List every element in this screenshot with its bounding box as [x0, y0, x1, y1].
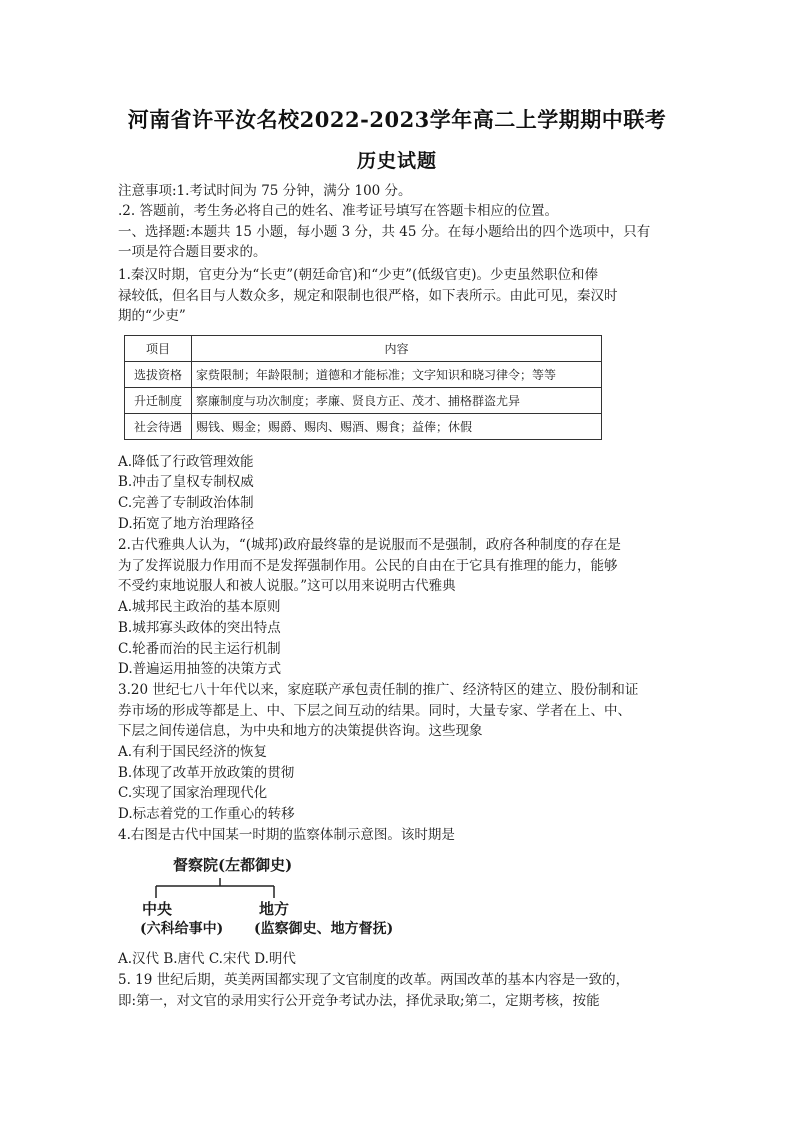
question-text: 5. 19 世纪后期，英美两国都实现了文官制度的改革。两国改革的基本内容是一致的， — [118, 972, 630, 988]
option: A.城邦民主政治的基本原则 — [118, 599, 281, 615]
officials-table — [124, 335, 602, 440]
diagram-central-sub: (六科给事中) — [140, 921, 224, 937]
option: D.标志着党的工作重心的转移 — [118, 806, 295, 822]
option: D.拓宽了地方治理路径 — [118, 516, 255, 532]
question-text: 即:第一，对文官的录用实行公开竞争考试办法，择优录取;第二，定期考核，按能 — [118, 993, 600, 1009]
option: C.完善了专制政治体制 — [118, 495, 254, 511]
diagram-top-node: 督察院(左都御史) — [173, 856, 293, 874]
question-text: 券市场的形成等都是上、中、下层之间互动的结果。同时，大量专家、学者在上、中、 — [118, 703, 631, 719]
diagram-local-node: 地方 — [259, 900, 290, 918]
question-text: 禄较低，但名目与人数众多，规定和限制也很严格，如下表所示。由此可见，秦汉时 — [118, 288, 618, 304]
option: B.体现了改革开放政策的贯彻 — [118, 765, 295, 781]
table-header: 内容 — [192, 336, 602, 362]
exam-title: 河南省许平汝名校2022-2023学年高二上学期期中联考 — [127, 107, 667, 132]
question-text: 4.右图是古代中国某一时期的监察体制示意图。该时期是 — [118, 827, 455, 843]
section-heading: 一、选择题:本题共 15 小题，每小题 3 分，共 45 分。在每小题给出的四个选项中，只有 — [118, 224, 651, 240]
table-header: 项目 — [125, 336, 192, 362]
option: A.降低了行政管理效能 — [118, 454, 254, 470]
notice-line: 注意事项:1.考试时间为 75 分钟，满分 100 分。 — [118, 183, 412, 199]
question-text: 下层之间传递信息，为中央和地方的决策提供咨询。这些现象 — [118, 723, 483, 739]
table-cell: 选拔资格 — [125, 362, 192, 388]
option: B.城邦寡头政体的突出特点 — [118, 620, 281, 636]
question-text: 3.20 世纪七八十年代以来，家庭联产承包责任制的推广、经济特区的建立、股份制和证 — [118, 682, 639, 698]
section-heading: 一项是符合题目要求的。 — [118, 244, 267, 260]
notice-line: .2. 答题前，考生务必将自己的姓名、准考证号填写在答题卡相应的位置。 — [118, 203, 558, 219]
table-header-row — [125, 336, 602, 362]
question-text: 不受约束地说服人和被人说服。”这可以用来说明古代雅典 — [118, 578, 456, 594]
table-row — [125, 388, 602, 414]
diagram-local-sub: (监察御史、地方督抚) — [254, 921, 394, 937]
question-text: 2.古代雅典人认为，“(城邦)政府最终靠的是说服而不是强制，政府各种制度的存在是 — [118, 537, 621, 553]
question-text: 为了发挥说服力作用而不是发挥强制作用。公民的自由在于它具有推理的能力，能够 — [118, 558, 618, 574]
table-cell: 察廉制度与功次制度；孝廉、贤良方正、茂才、捕格群盗尤异 — [192, 388, 602, 414]
supervision-diagram — [140, 852, 430, 942]
table-cell: 赐钱、赐金；赐爵、赐肉、赐酒、赐食；益俸；休假 — [192, 414, 602, 440]
diagram-central-node: 中央 — [142, 900, 173, 918]
table-cell: 升迁制度 — [125, 388, 192, 414]
question-text: 期的“少吏” — [118, 308, 186, 324]
option-row: A.汉代 B.唐代 C.宋代 D.明代 — [118, 951, 296, 967]
table-row — [125, 414, 602, 440]
question-text: 1.秦汉时期，官吏分为“长吏”(朝廷命官)和“少吏”(低级官吏)。少吏虽然职位和俸 — [118, 267, 599, 283]
option: C.实现了国家治理现代化 — [118, 785, 268, 801]
table-cell: 社会待遇 — [125, 414, 192, 440]
table-cell: 家赀限制；年龄限制；道德和才能标准；文字知识和晓习律令；等等 — [192, 362, 602, 388]
exam-subtitle: 历史试题 — [356, 150, 437, 172]
option: A.有利于国民经济的恢复 — [118, 744, 268, 760]
option: B.冲击了皇权专制权威 — [118, 474, 254, 490]
option: D.普遍运用抽签的决策方式 — [118, 661, 282, 677]
option: C.轮番而治的民主运行机制 — [118, 641, 281, 657]
table-row — [125, 362, 602, 388]
